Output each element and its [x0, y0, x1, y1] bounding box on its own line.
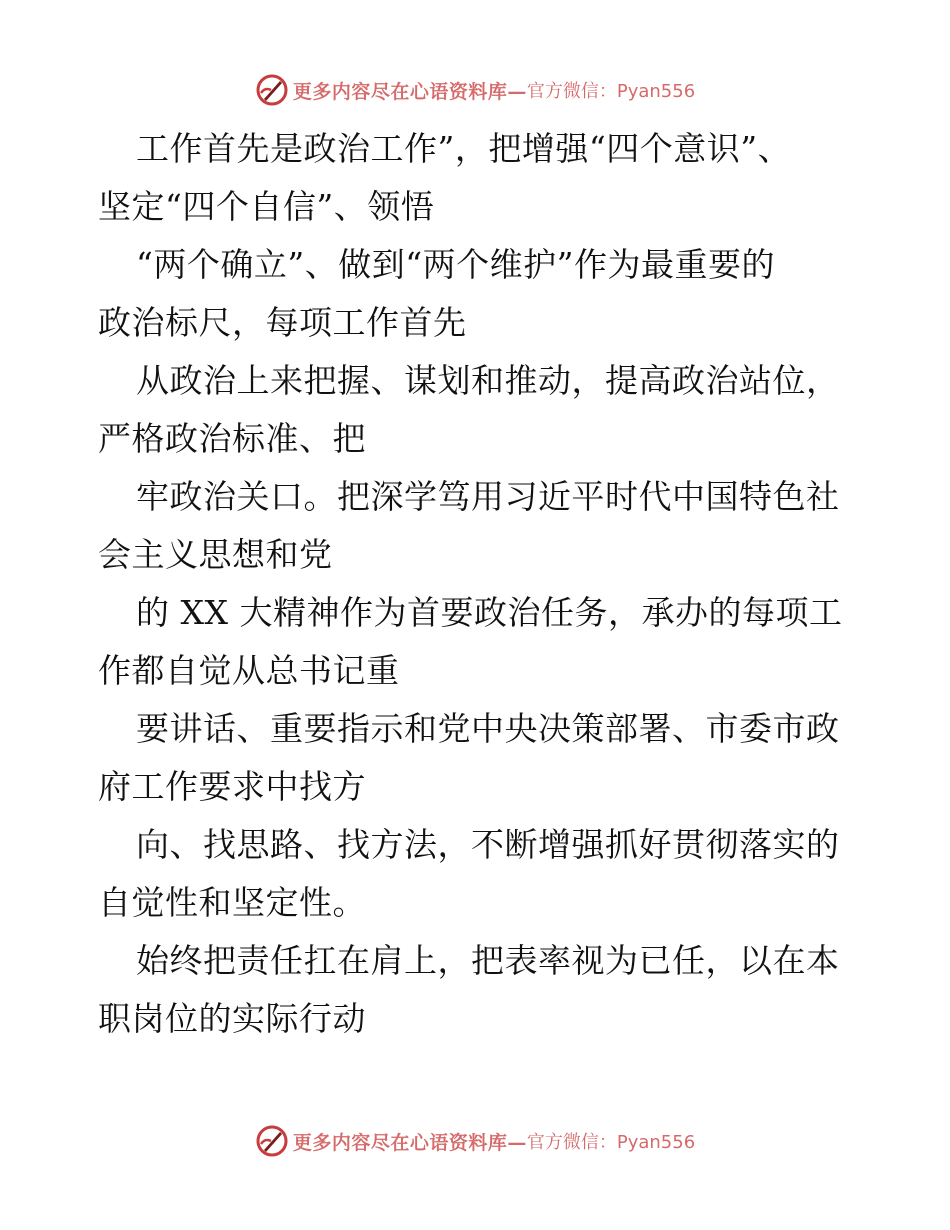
paragraph — [98, 236, 858, 352]
quill-logo-icon — [255, 1124, 289, 1158]
paragraph — [98, 584, 858, 700]
text-line: 严格政治标准、把 — [98, 419, 366, 458]
text-line: 牢政治关口。把深学笃用习近平时代中国特色社 — [136, 477, 840, 516]
text-line: 向、找思路、找方法，不断增强抓好贯彻落实的 — [136, 825, 840, 864]
paragraph — [98, 700, 858, 816]
quill-logo-icon — [255, 73, 289, 107]
paragraph — [98, 816, 858, 932]
footer-wechat: 官方微信：Pyan556 — [526, 1132, 696, 1153]
text-line: 始终把责任扛在肩上，把表率视为已任，以在本 — [136, 941, 840, 980]
text-line: 坚定“四个自信”、领悟 — [98, 187, 435, 226]
header-text: 更多内容尽在心语资料库— — [292, 80, 527, 103]
text-line: 政治标尺，每项工作首先 — [98, 303, 467, 342]
paragraph — [98, 468, 858, 584]
text-line: 要讲话、重要指示和党中央决策部署、市委市政 — [136, 709, 840, 748]
document-body — [98, 120, 858, 1048]
text-line: 府工作要求中找方 — [98, 767, 366, 806]
paragraph — [98, 932, 858, 1048]
text-line: 自觉性和坚定性。 — [98, 883, 366, 922]
paragraph — [98, 352, 858, 468]
text-line: 会主义思想和党 — [98, 535, 333, 574]
text-line: 工作首先是政治工作”，把增强“四个意识”、 — [136, 129, 792, 168]
footer-text: 更多内容尽在心语资料库— — [292, 1131, 527, 1154]
text-line: 作都自觉从总书记重 — [98, 651, 400, 690]
text-line: 职岗位的实际行动 — [98, 999, 366, 1038]
header-wechat: 官方微信：Pyan556 — [526, 81, 696, 102]
text-line: “两个确立”、做到“两个维护”作为最重要的 — [136, 245, 775, 284]
footer-watermark — [0, 1121, 950, 1161]
text-line: 的 XX 大精神作为首要政治任务，承办的每项工 — [136, 593, 843, 632]
text-line: 从政治上来把握、谋划和推动，提高政治站位， — [136, 361, 840, 400]
paragraph — [98, 120, 858, 236]
header-watermark — [0, 70, 950, 110]
